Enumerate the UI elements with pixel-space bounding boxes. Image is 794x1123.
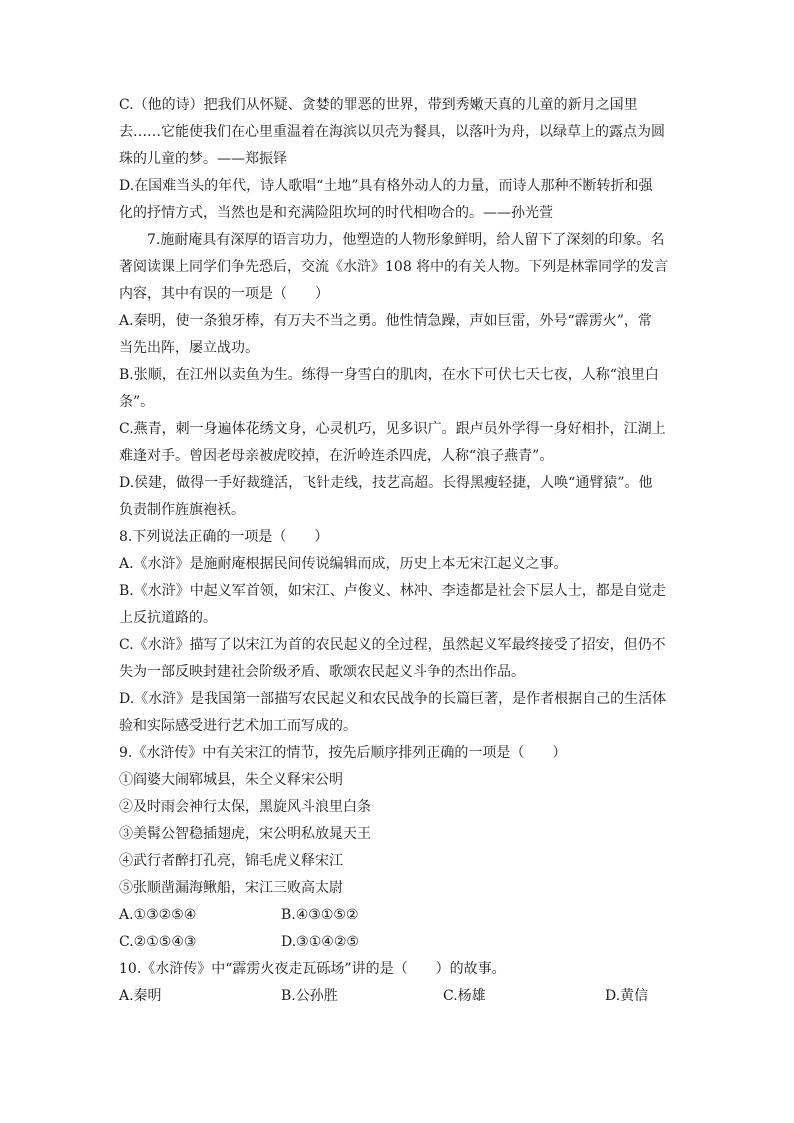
option-line: 负责制作旌旗袍袄。 [119,502,245,518]
plot-item: ④武行者醉打孔亮，锦毛虎义释宋江 [119,853,343,869]
document-page [119,92,671,1010]
option-line: B.《水浒》中起义军首领，如宋江、卢俊义、林冲、李逵都是社会下层人士，都是自觉走 [119,583,666,599]
text-line: 著阅读课上同学们争先恐后，交流《水浒》108 将中的有关人物。下列是林霏同学的发言 [119,259,669,275]
option-line: D.《水浒》是我国第一部描写农民起义和农民战争的长篇巨著，是作者根据自己的生活体 [119,691,667,707]
text-line: C.（他的诗）把我们从怀疑、贪婪的罪恶的世界，带到秀嫩天真的儿童的新月之国里 [119,97,638,113]
question-7-stem: 7.施耐庵具有深厚的语言功力，他塑造的人物形象鲜明，给人留下了深刻的印象。名 [147,232,665,248]
plot-item: ②及时雨会神行太保，黑旋风斗浪里白条 [119,799,371,815]
option-line: C.燕青，刺一身遍体花绣文身，心灵机巧，见多识广。跟卢员外学得一身好相扑，江湖上 [119,421,666,437]
q9-option-a: A.①③②⑤④ [119,907,197,923]
plot-item: ③美髯公智稳插翅虎，宋公明私放晁天王 [119,826,371,842]
text-line: D.在国难当头的年代，诗人歌唱“土地”具有格外动人的力量，而诗人那种不断转折和强 [119,178,653,194]
question-9-stem: 9.《水浒传》中有关宋江的情节，按先后顺序排列正确的一项是（ ） [119,745,567,761]
q10-option-c: C.杨雄 [443,988,486,1004]
q9-option-b: B.④③①⑤② [281,907,359,923]
option-line: D.侯建，做得一手好裁缝活，飞针走线，技艺高超。长得黑瘦轻捷，人唤“通臂猿”。他 [119,475,653,491]
option-line: 条”。 [119,394,155,410]
option-line: B.张顺，在江州以卖鱼为生。练得一身雪白的肌肉，在水下可伏七天七夜，人称“浪里白 [119,367,659,383]
plot-item: ①阎婆大闹郓城县，朱仝义释宋公明 [119,772,343,788]
q10-options-row [119,983,671,1010]
q10-option-d: D.黄信 [605,988,649,1004]
q9-options-row-1 [119,902,671,929]
q9-option-c: C.②①⑤④③ [119,934,197,950]
option-line: A.《水浒》是施耐庵根据民间传说编辑而成，历史上本无宋江起义之事。 [119,556,568,572]
option-line: 失为一部反映封建社会阶级矛盾、歌颂农民起义斗争的杰出作品。 [119,664,525,680]
text-line: 去……它能使我们在心里重温着在海滨以贝壳为餐具，以落叶为舟，以绿草上的露点为圆 [119,124,665,140]
option-line: 验和实际感受进行艺术加工而写成的。 [119,718,357,734]
text-line: 内容，其中有误的一项是（ ） [119,286,329,302]
q10-option-a: A.秦明 [119,988,162,1004]
option-line: A.秦明，使一条狼牙棒，有万夫不当之勇。他性情急躁，声如巨雷，外号“霹雳火”，常 [119,313,652,329]
q9-option-d: D.③①④②⑤ [281,934,359,950]
option-line: 上反抗道路的。 [119,610,217,626]
text-line: 珠的儿童的梦。——郑振铎 [119,151,287,167]
option-line: C.《水浒》描写了以宋江为首的农民起义的全过程，虽然起义军最终接受了招安，但仍不 [119,637,666,653]
question-10-stem: 10.《水浒传》中“霹雳火夜走瓦砾场”讲的是（ ）的故事。 [119,961,506,977]
q10-option-b: B.公孙胜 [281,988,338,1004]
text-line: 化的抒情方式，当然也是和充满险阻坎坷的时代相吻合的。——孙光萱 [119,205,553,221]
plot-item: ⑤张顺凿漏海鳅船，宋江三败高太尉 [119,880,343,896]
option-line: 难逢对手。曾因老母亲被虎咬掉，在沂岭连杀四虎，人称“浪子燕青”。 [119,448,554,464]
option-line: 当先出阵，屡立战功。 [119,340,259,356]
question-8-stem: 8.下列说法正确的一项是（ ） [119,529,329,545]
q9-options-row-2 [119,929,671,956]
